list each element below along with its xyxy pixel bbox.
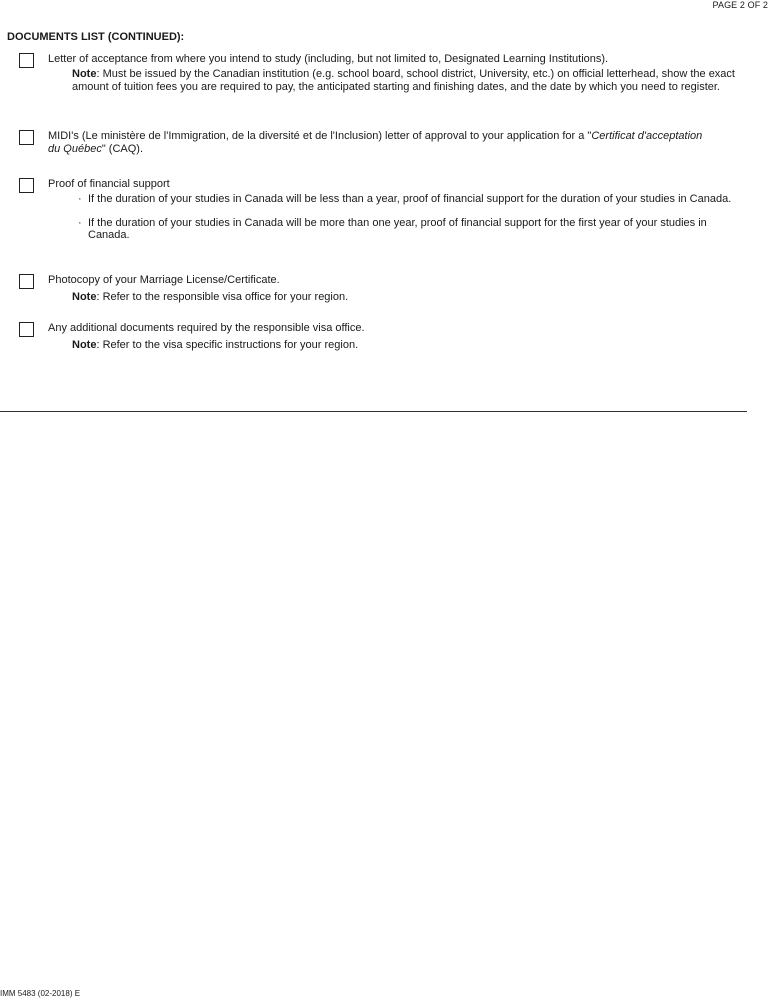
note-label: Note xyxy=(72,339,97,351)
bullet-text: If the duration of your studies in Canada will be less than a year, proof of financial support for the duration of your studies in Canada. xyxy=(88,193,732,205)
item-note xyxy=(72,68,744,94)
note-label: Note xyxy=(72,68,97,80)
item-label-italic: Certificat d'acceptation du Québec xyxy=(48,130,703,155)
form-id: IMM 5483 (02-2018) E xyxy=(0,989,81,998)
section-title: DOCUMENTS LIST (CONTINUED): xyxy=(7,31,185,43)
page-number: PAGE 2 OF 2 xyxy=(712,0,768,10)
item-label xyxy=(48,130,708,156)
financial-support-checkbox[interactable] xyxy=(19,178,34,193)
item-label-part-a: MIDI's (Le ministère de l'Immigration, de la diversité et de l'Inclusion) letter of approval to your application for a " xyxy=(48,130,592,142)
item-note xyxy=(72,291,744,304)
item-label: Any additional documents required by the responsible visa office. xyxy=(48,322,365,334)
note-text: : Refer to the responsible visa office for your region. xyxy=(96,291,349,303)
note-label: Note xyxy=(72,291,97,303)
bullet-icon: · xyxy=(78,217,82,229)
letter-of-acceptance-checkbox[interactable] xyxy=(19,53,34,68)
section-divider xyxy=(0,411,747,412)
item-label: Photocopy of your Marriage License/Certificate. xyxy=(48,274,280,286)
additional-documents-checkbox[interactable] xyxy=(19,322,34,337)
note-text: : Refer to the visa specific instructions for your region. xyxy=(96,339,359,351)
item-note xyxy=(72,339,744,352)
item-label-part-b: " (CAQ). xyxy=(101,143,144,155)
item-label: Letter of acceptance from where you intend to study (including, but not limited to, Designated Learning Institutions). xyxy=(48,53,609,65)
item-label: Proof of financial support xyxy=(48,178,170,190)
note-text: : Must be issued by the Canadian institution (e.g. school board, school district, University, etc.) on official letterhead, show the exact amount of tuition fees you are required to pay, the anticipated starting and finishing dates, and the date by which you need to register. xyxy=(72,68,735,93)
bullet-item xyxy=(78,193,749,205)
caq-letter-checkbox[interactable] xyxy=(19,130,34,145)
bullet-icon: · xyxy=(78,193,82,205)
bullet-item xyxy=(78,217,749,241)
marriage-license-checkbox[interactable] xyxy=(19,274,34,289)
bullet-text: If the duration of your studies in Canada will be more than one year, proof of financial support for the first year of your studies in Canada. xyxy=(88,217,707,241)
